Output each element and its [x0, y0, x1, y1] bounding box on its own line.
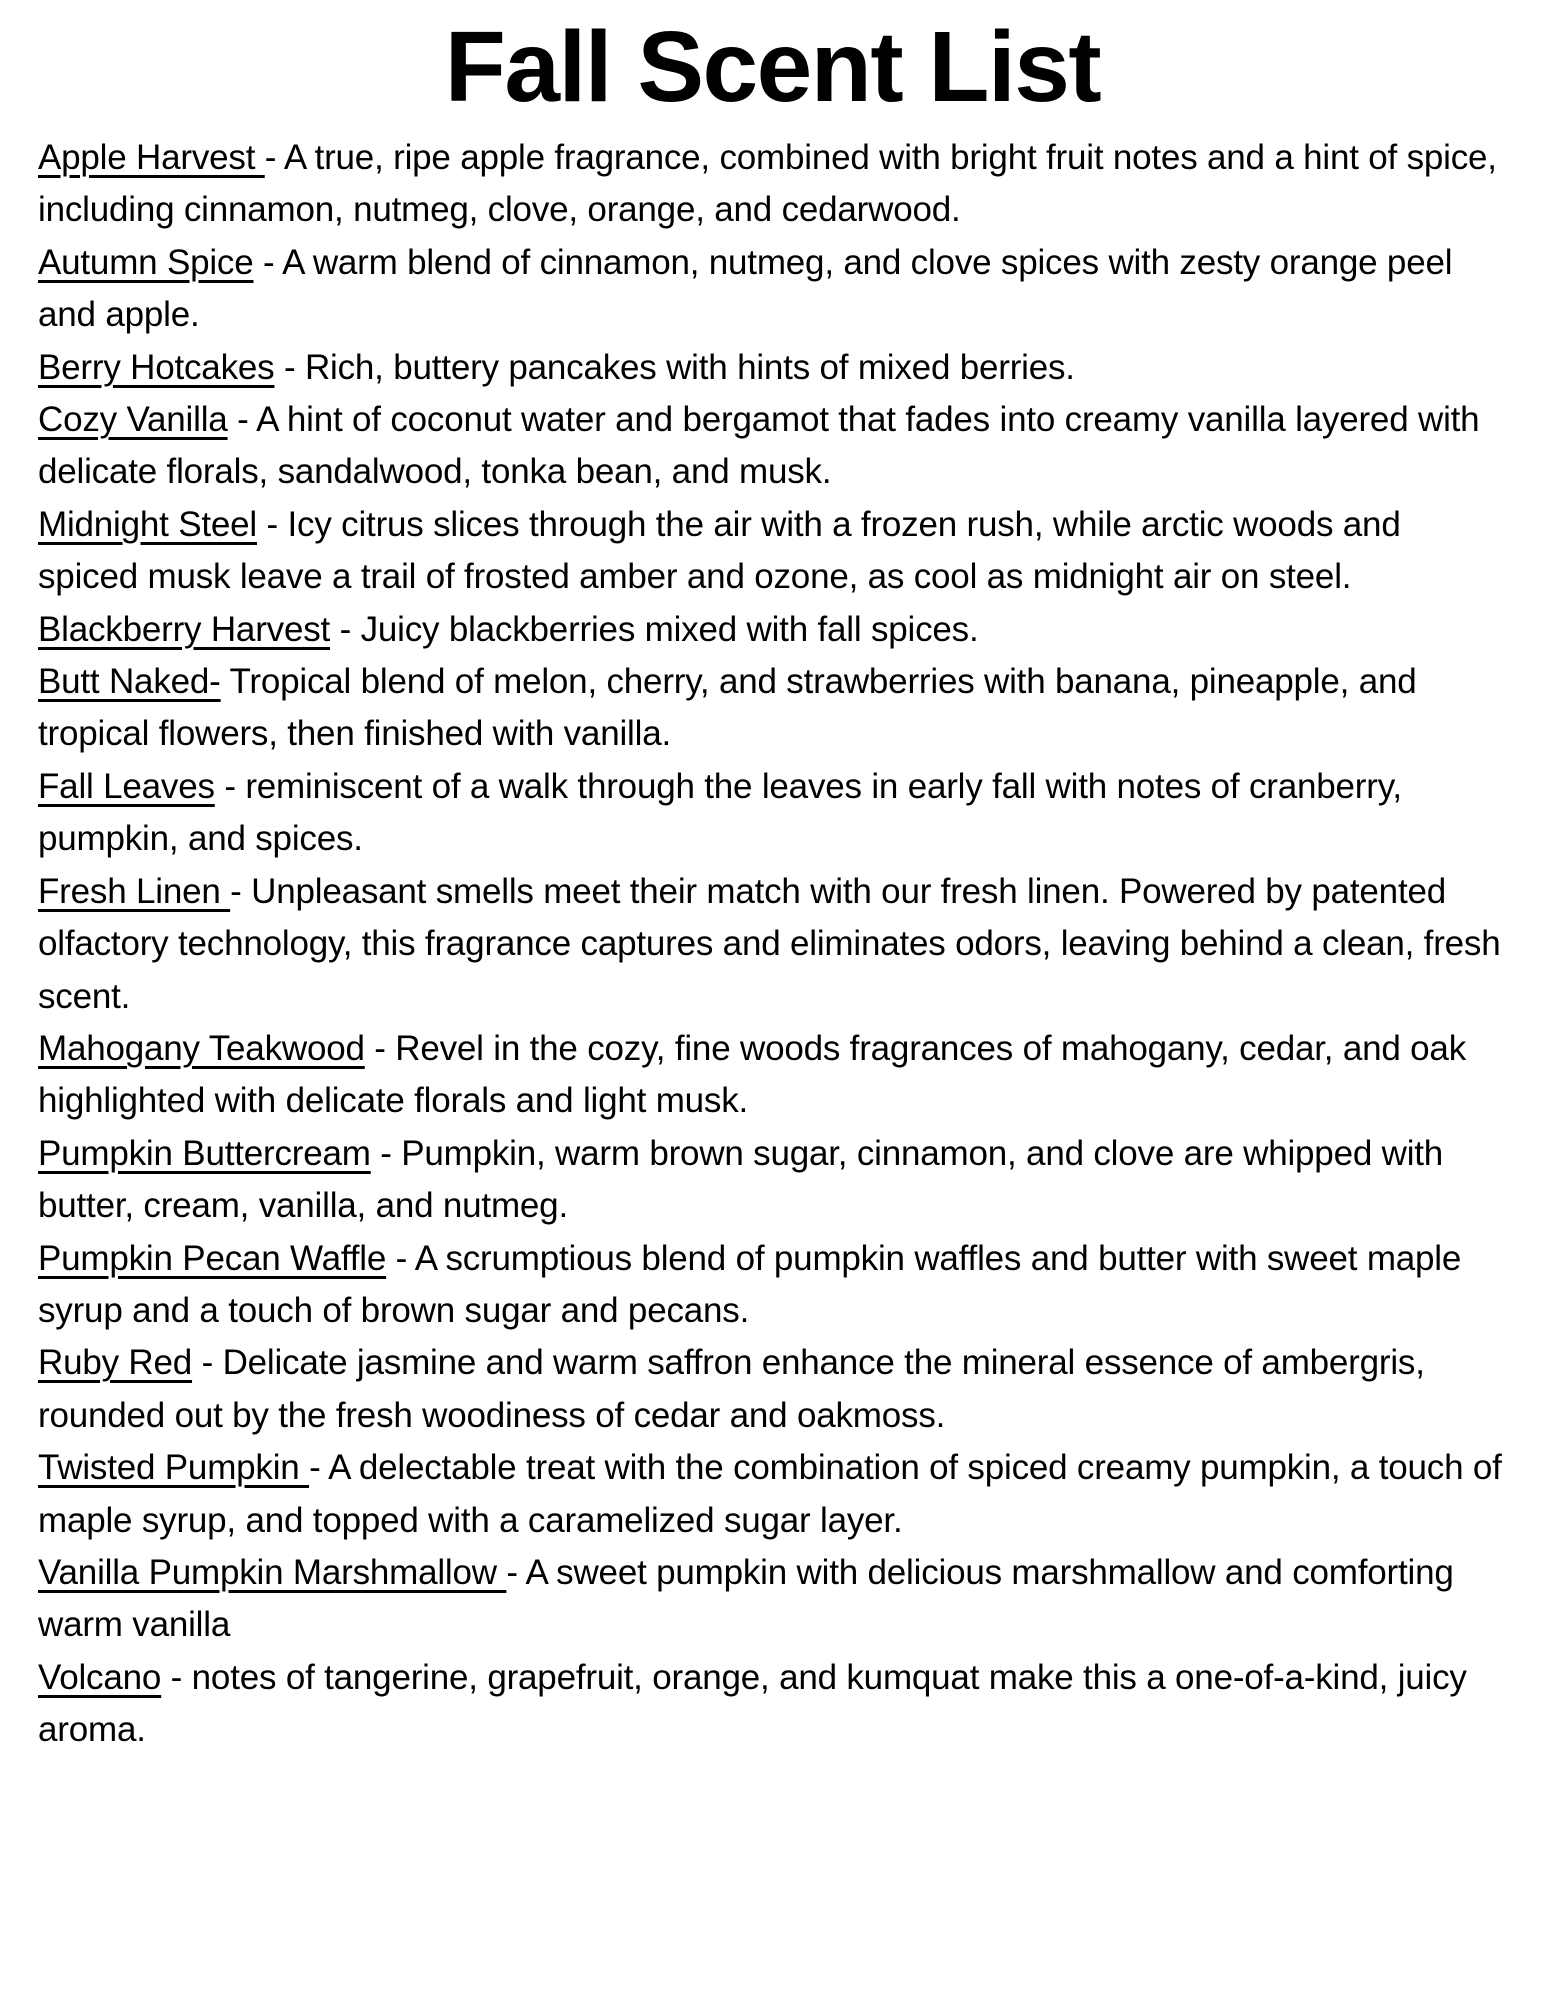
scent-description: A hint of coconut water and bergamot that fades into creamy vanilla layered with delicate florals, sandalwood, tonka bean, and musk. — [38, 400, 1480, 492]
scent-entry — [38, 866, 1507, 1023]
scent-name: Vanilla Pumpkin Marshmallow — [38, 1552, 507, 1592]
scent-name: Ruby Red — [38, 1343, 193, 1383]
scent-name: Twisted Pumpkin — [38, 1448, 310, 1488]
scent-entry — [38, 1128, 1507, 1233]
scent-separator: - — [386, 1238, 415, 1278]
scent-separator: - — [506, 1552, 526, 1592]
scent-name: Apple Harvest — [38, 138, 265, 177]
scent-name: Fall Leaves — [38, 766, 215, 806]
scent-separator: - — [330, 609, 361, 649]
page-title: Fall Scent List — [444, 11, 1101, 123]
scent-name: Pumpkin Buttercream — [38, 1133, 371, 1173]
scent-description: Icy citrus slices through the air with a frozen rush, while arctic woods and spiced musk leave a trail of frosted amber and ozone, as cool as midnight air on steel. — [38, 504, 1401, 597]
scent-entry — [38, 342, 1507, 394]
scent-entry — [38, 604, 1507, 656]
scent-name: Blackberry Harvest — [38, 609, 331, 649]
scent-separator: - — [274, 347, 305, 387]
scent-separator: - — [370, 1133, 402, 1173]
scent-separator: - — [227, 400, 257, 440]
scent-entry — [38, 656, 1507, 761]
scent-name: Autumn Spice — [38, 242, 254, 282]
scent-description: Unpleasant smells meet their match with our fresh linen. Powered by patented olfactory technology, this fragrance captures and eliminates odors, leaving behind a clean, fresh scent. — [38, 871, 1501, 1016]
scent-separator: - — [214, 766, 246, 806]
scent-entry — [38, 1442, 1507, 1547]
scent-entry — [38, 1023, 1507, 1128]
scent-entry — [38, 1337, 1507, 1442]
scent-entry — [38, 1233, 1507, 1338]
scent-entry — [38, 394, 1507, 499]
scent-description: Pumpkin, warm brown sugar, cinnamon, and clove are whipped with butter, cream, vanilla, and nutmeg. — [38, 1133, 1444, 1226]
scent-description: A delectable treat with the combination of spiced creamy pumpkin, a touch of maple syrup, and topped with a caramelized sugar layer. — [38, 1448, 1502, 1540]
scent-description: Revel in the cozy, fine woods fragrances of mahogany, cedar, and oak highlighted with delicate florals and light musk. — [38, 1028, 1466, 1121]
scent-name: Berry Hotcakes — [38, 347, 275, 387]
scent-entry — [38, 499, 1507, 604]
scent-name: Midnight Steel — [38, 504, 257, 544]
scent-separator: - — [161, 1657, 192, 1697]
scent-separator: - — [257, 504, 288, 544]
scent-description: A true, ripe apple fragrance, combined with bright fruit notes and a hint of spice, including cinnamon, nutmeg, clove, orange, and cedarwood. — [38, 138, 1497, 230]
scent-separator: - — [230, 871, 252, 911]
scent-description: Juicy blackberries mixed with fall spices. — [360, 609, 979, 649]
scent-description: reminiscent of a walk through the leaves in early fall with notes of cranberry, pumpkin, and spices. — [38, 766, 1402, 859]
scent-description: Rich, buttery pancakes with hints of mixed berries. — [304, 347, 1075, 387]
scent-description: A sweet pumpkin with delicious marshmallow and comforting warm vanilla — [38, 1552, 1454, 1645]
scent-separator: - — [309, 1448, 329, 1488]
scent-list — [0, 132, 1545, 1757]
scent-separator: - — [364, 1028, 396, 1068]
scent-description: Tropical blend of melon, cherry, and strawberries with banana, pineapple, and tropical flowers, then finished with vanilla. — [38, 662, 1417, 754]
scent-entry — [38, 132, 1507, 237]
scent-description: notes of tangerine, grapefruit, orange, and kumquat make this a one-of-a-kind, juicy aroma. — [38, 1657, 1467, 1750]
scent-description: Delicate jasmine and warm saffron enhance the mineral essence of ambergris, rounded out by the fresh woodiness of cedar and oakmoss. — [38, 1343, 1425, 1435]
scent-separator: - — [264, 138, 284, 177]
scent-separator: - — [253, 242, 283, 282]
scent-entry — [38, 1652, 1507, 1757]
scent-name: Volcano — [38, 1657, 162, 1697]
scent-separator — [221, 662, 230, 701]
scent-entry — [38, 761, 1507, 866]
scent-name: Cozy Vanilla — [38, 400, 228, 440]
scent-separator: - — [192, 1343, 223, 1383]
scent-description: A scrumptious blend of pumpkin waffles and butter with sweet maple syrup and a touch of brown sugar and pecans. — [38, 1238, 1462, 1330]
scent-name: Butt Naked- — [38, 662, 221, 702]
scent-description: A warm blend of cinnamon, nutmeg, and clove spices with zesty orange peel and apple. — [38, 242, 1453, 335]
scent-entry — [38, 237, 1507, 342]
scent-entry — [38, 1547, 1507, 1652]
scent-name: Mahogany Teakwood — [38, 1028, 365, 1068]
scent-name: Pumpkin Pecan Waffle — [38, 1238, 387, 1278]
scent-name: Fresh Linen — [38, 871, 231, 911]
